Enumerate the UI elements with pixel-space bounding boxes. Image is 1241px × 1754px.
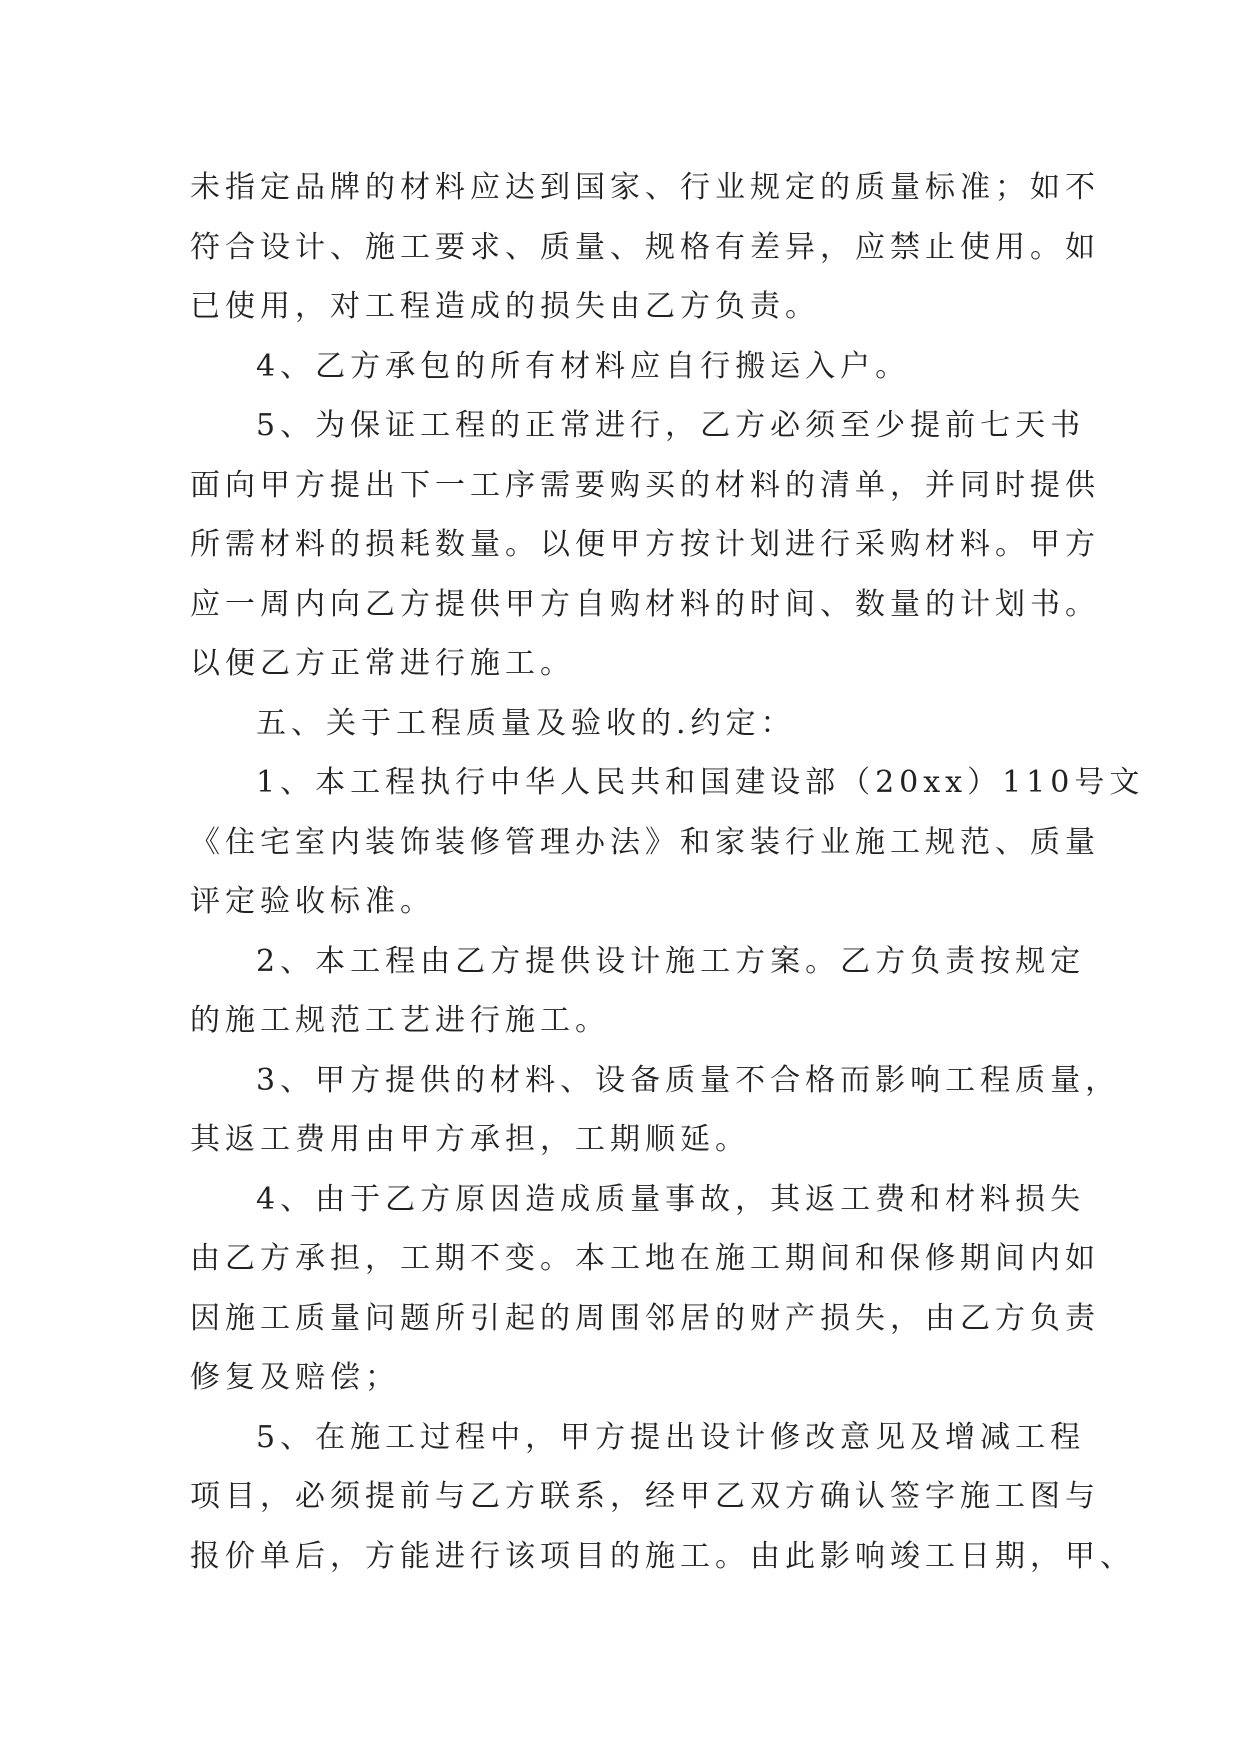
document-body [190,158,1145,1586]
text-line: 的施工规范工艺进行施工。 [190,1003,610,1038]
text-line: 符合设计、施工要求、质量、规格有差异，应禁止使用。如 [190,229,1100,265]
text-line: 4、由于乙方原因造成质量事故，其返工费和材料损失 [256,1181,1086,1217]
text-line: 由乙方承担，工期不变。本工地在施工期间和保修期间内如 [190,1241,1100,1276]
text-line: 未指定品牌的材料应达到国家、行业规定的质量标准；如不 [190,170,1100,205]
text-line: 3、甲方提供的材料、设备质量不合格而影响工程质量， [256,1062,1121,1098]
text-line: 因施工质量问题所引起的周围邻居的财产损失，由乙方负责 [190,1300,1100,1336]
text-line: 所需材料的损耗数量。以便甲方按计划进行采购材料。甲方 [190,527,1100,562]
text-line: 项目，必须提前与乙方联系，经甲乙双方确认签字施工图与 [190,1479,1100,1514]
text-line: 5、为保证工程的正常进行，乙方必须至少提前七天书 [256,408,1086,443]
text-line: 2、本工程由乙方提供设计施工方案。乙方负责按规定 [256,943,1086,979]
text-line: 以便乙方正常进行施工。 [190,646,575,681]
text-line: 已使用，对工程造成的损失由乙方负责。 [190,289,820,324]
text-line: 报价单后，方能进行该项目的施工。由此影响竣工日期，甲、 [190,1538,1135,1574]
text-line: 4、乙方承包的所有材料应自行搬运入户。 [256,348,911,384]
section-heading: 五、关于工程质量及验收的.约定： [256,705,796,741]
text-line: 面向甲方提出下一工序需要购买的材料的清单，并同时提供 [190,467,1100,503]
text-line: 其返工费用由甲方承担，工期顺延。 [190,1122,750,1157]
text-line: 应一周内向乙方提供甲方自购材料的时间、数量的计划书。 [190,586,1100,622]
text-line: 《住宅室内装饰装修管理办法》和家装行业施工规范、质量 [190,824,1100,860]
text-line: 评定验收标准。 [190,884,435,919]
text-line: 1、本工程执行中华人民共和国建设部（20xx）110号文 [256,765,1145,800]
text-line: 修复及赔偿； [190,1360,400,1395]
text-line: 5、在施工过程中，甲方提出设计修改意见及增减工程 [256,1419,1086,1455]
